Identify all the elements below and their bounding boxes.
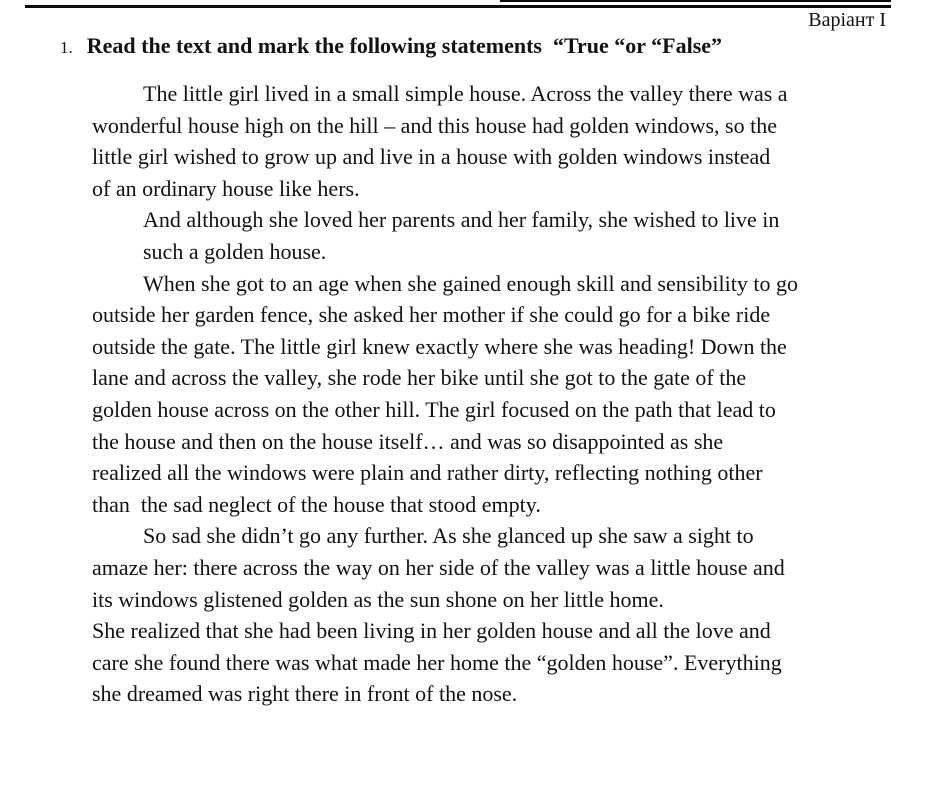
text-line: She realized that she had been living in her golden house and all the love and — [92, 618, 771, 644]
text-line: And although she loved her parents and her family, she wished to live in — [143, 207, 780, 233]
variant-label: Варіант І — [808, 9, 886, 31]
text-line: care she found there was what made her home the “golden house”. Everything — [92, 649, 782, 675]
text-line: golden house across on the other hill. The girl focused on the path that lead to — [92, 396, 776, 422]
top-rule-thick — [25, 5, 891, 8]
paragraph — [143, 204, 892, 267]
task-heading — [60, 33, 722, 59]
text-line: its windows glistened golden as the sun shone on her little home. — [92, 586, 664, 612]
paragraph — [92, 78, 892, 204]
paragraph — [92, 615, 892, 710]
text-line: she dreamed was right there in front of the nose. — [92, 681, 518, 707]
task-title: Read the text and mark the following statements “True “or “False” — [86, 33, 723, 58]
text-line: outside her garden fence, she asked her mother if she could go for a bike ride — [92, 302, 771, 328]
text-line: realized all the windows were plain and rather dirty, reflecting nothing other — [92, 460, 763, 486]
text-line: outside the gate. The little girl knew exactly where she was heading! Down the — [92, 333, 787, 359]
text-line: When she got to an age when she gained enough skill and sensibility to go — [143, 270, 798, 296]
text-line: of an ordinary house like hers. — [92, 175, 360, 201]
task-number: 1. — [60, 38, 73, 57]
paragraph — [92, 520, 892, 615]
text-line: little girl wished to grow up and live in a house with golden windows instead — [92, 144, 771, 170]
text-line: such a golden house. — [143, 238, 327, 264]
text-line: wonderful house high on the hill – and this house had golden windows, so the — [92, 112, 777, 138]
text-line: than the sad neglect of the house that stood empty. — [92, 491, 541, 517]
top-rule-thin — [500, 0, 891, 2]
text-line: The little girl lived in a small simple house. Across the valley there was a — [143, 81, 788, 106]
text-line: lane and across the valley, she rode her bike until she got to the gate of the — [92, 365, 747, 391]
text-line: amaze her: there across the way on her side of the valley was a little house and — [92, 554, 785, 580]
reading-text — [92, 78, 892, 710]
text-line: So sad she didn’t go any further. As she glanced up she saw a sight to — [143, 523, 754, 549]
text-line: the house and then on the house itself… and was so disappointed as she — [92, 428, 724, 454]
paragraph — [92, 268, 892, 521]
